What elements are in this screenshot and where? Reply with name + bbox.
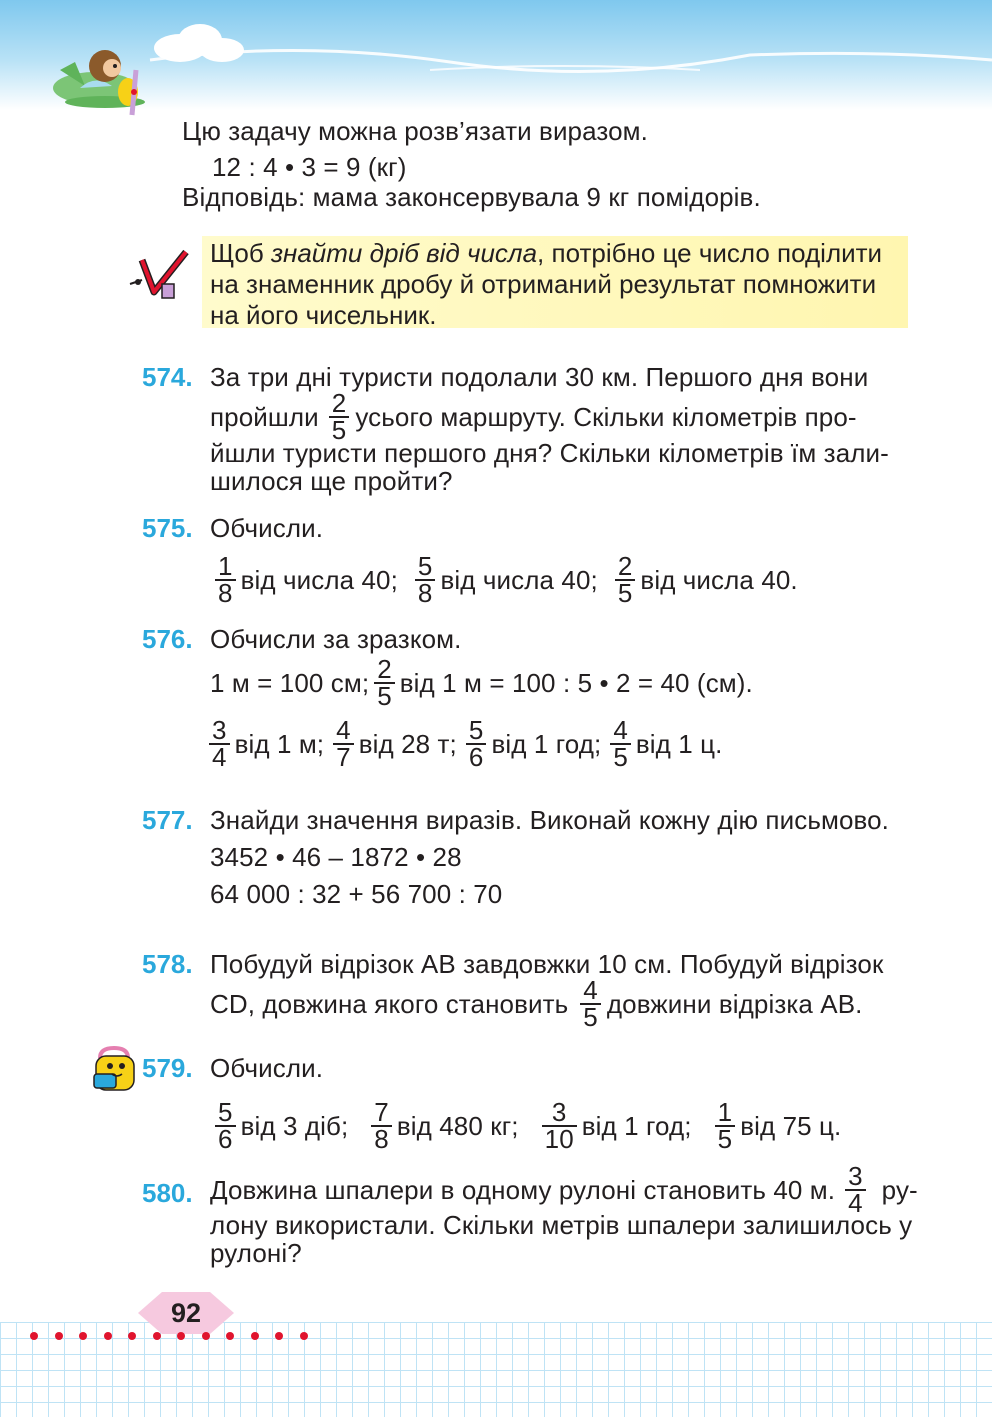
task-579-fraction bbox=[542, 1097, 577, 1154]
footer-dot bbox=[251, 1332, 259, 1340]
task-574-line4: шилося ще пройти? bbox=[210, 466, 453, 496]
task-580-line3: рулоні? bbox=[210, 1238, 302, 1268]
task-579-items bbox=[210, 1098, 841, 1154]
task-576-example bbox=[210, 655, 753, 711]
rule-line2: на знаменник дробу й отриманий результат помножити bbox=[210, 269, 877, 299]
task-574-line2a: пройшли bbox=[210, 402, 319, 432]
task-579-fraction bbox=[371, 1097, 392, 1154]
intro-expression: 12 : 4 • 3 = 9 (кг) bbox=[212, 152, 407, 182]
task-578-fraction bbox=[580, 975, 601, 1032]
task-576-item-text: від 1 м; bbox=[234, 729, 325, 759]
backpack-icon bbox=[88, 1044, 144, 1094]
intro-text: Цю задачу можна розв’язати виразом. bbox=[182, 116, 648, 146]
task-577-number: 577. bbox=[142, 805, 193, 835]
fraction-denominator: 6 bbox=[466, 743, 487, 770]
task-580-line1a: Довжина шпалери в одному рулоні становить 40 м. bbox=[210, 1175, 836, 1205]
task-576-example-a: 1 м = 100 см; bbox=[210, 668, 370, 698]
footer-dot bbox=[79, 1332, 87, 1340]
task-580-line2: лону використали. Скільки метрів шпалери залишилось у bbox=[210, 1210, 913, 1240]
task-576-item-text: від 1 год; bbox=[491, 729, 602, 759]
task-579-item-text: від 75 ц. bbox=[740, 1111, 842, 1141]
task-577-title: Знайди значення виразів. Виконай кожну дію письмово. bbox=[210, 805, 890, 835]
task-575-title: Обчисли. bbox=[210, 513, 324, 543]
fraction-numerator: 7 bbox=[374, 1097, 389, 1127]
footer-dot bbox=[153, 1332, 161, 1340]
fraction-denominator: 5 bbox=[615, 579, 636, 606]
page-number: 92 bbox=[170, 1298, 202, 1328]
task-579-item-text: від 1 год; bbox=[581, 1111, 692, 1141]
task-578-line2 bbox=[210, 976, 863, 1032]
task-580-line1b: ру- bbox=[881, 1175, 918, 1205]
checkmark-mascot-icon bbox=[128, 248, 190, 306]
task-577-expr1: 3452 • 46 – 1872 • 28 bbox=[210, 842, 462, 872]
fraction-numerator: 1 bbox=[717, 1097, 733, 1127]
task-579-fraction bbox=[715, 1097, 736, 1154]
task-578-line1: Побудуй відрізок AB завдовжки 10 см. Побудуй відрізок bbox=[210, 949, 884, 979]
fraction-denominator: 4 bbox=[845, 1189, 866, 1216]
task-579-item-text: від 480 кг; bbox=[396, 1111, 519, 1141]
task-580-number: 580. bbox=[142, 1178, 193, 1208]
task-576-fraction bbox=[333, 715, 354, 772]
fraction-numerator: 3 bbox=[848, 1161, 863, 1191]
rule-part2: , потрібно це число поділити bbox=[537, 238, 883, 268]
task-576-items bbox=[204, 716, 722, 772]
footer-dot bbox=[202, 1332, 210, 1340]
rule-part1: Щоб bbox=[210, 238, 271, 268]
page-number-badge bbox=[138, 1290, 234, 1336]
fraction-numerator: 2 bbox=[377, 654, 392, 684]
fraction-denominator: 5 bbox=[374, 682, 395, 709]
fraction-numerator: 5 bbox=[468, 715, 484, 745]
fraction-numerator: 2 bbox=[617, 551, 633, 581]
intro-answer: Відповідь: мама законсервувала 9 кг помідорів. bbox=[182, 182, 761, 212]
task-575-item-text: від числа 40; bbox=[240, 565, 398, 595]
fraction-numerator: 5 bbox=[417, 551, 433, 581]
task-576-example-b: від 1 м = 100 : 5 • 2 = 40 (см). bbox=[399, 668, 753, 698]
fraction-numerator: 4 bbox=[613, 715, 628, 745]
fraction-denominator: 7 bbox=[333, 743, 354, 770]
rule-emphasis: знайти дріб від числа bbox=[270, 238, 538, 268]
task-579-title: Обчисли. bbox=[210, 1053, 324, 1083]
fraction-denominator: 8 bbox=[371, 1125, 392, 1152]
task-575-item-text: від числа 40; bbox=[440, 565, 598, 595]
footer-dot bbox=[177, 1332, 185, 1340]
task-576-item-text: від 1 ц. bbox=[635, 729, 723, 759]
fraction-denominator: 5 bbox=[580, 1003, 601, 1030]
task-579-item-text: від 3 діб; bbox=[240, 1111, 349, 1141]
task-574-line1: За три дні туристи подолали 30 км. Першого дня вони bbox=[210, 362, 869, 392]
fraction-numerator: 4 bbox=[583, 975, 598, 1005]
fraction-numerator: 3 bbox=[551, 1097, 567, 1127]
fraction-numerator: 5 bbox=[218, 1097, 233, 1127]
task-578-line2b: довжини відрізка AB. bbox=[606, 989, 863, 1019]
header-illustration bbox=[0, 0, 992, 130]
task-574-number: 574. bbox=[142, 362, 193, 392]
footer-dot bbox=[128, 1332, 136, 1340]
fraction-denominator: 6 bbox=[215, 1125, 236, 1152]
task-576-item-text: від 28 т; bbox=[358, 729, 457, 759]
footer-dot bbox=[275, 1332, 283, 1340]
fraction-denominator: 8 bbox=[415, 579, 436, 606]
task-575-fraction bbox=[415, 551, 436, 608]
task-575-items bbox=[210, 552, 798, 608]
fraction-numerator: 3 bbox=[212, 715, 227, 745]
fraction-numerator: 2 bbox=[331, 388, 347, 418]
task-579-fraction bbox=[215, 1097, 236, 1154]
rule-line3: на його чисельник. bbox=[210, 300, 437, 330]
task-576-fraction bbox=[209, 715, 230, 772]
fraction-denominator: 5 bbox=[715, 1125, 736, 1152]
footer-dot bbox=[226, 1332, 234, 1340]
task-574-line3: йшли туристи першого дня? Скільки кілометрів їм зали- bbox=[210, 438, 889, 468]
task-578-line2a: CD, довжина якого становить bbox=[210, 989, 569, 1019]
rule-text bbox=[210, 238, 910, 331]
task-575-fraction bbox=[215, 551, 236, 608]
footer-dot bbox=[104, 1332, 112, 1340]
task-576-fraction bbox=[610, 715, 631, 772]
task-576-example-fraction bbox=[374, 654, 395, 711]
task-579-number: 579. bbox=[142, 1053, 193, 1083]
fraction-numerator: 1 bbox=[218, 551, 233, 581]
task-574-line2b: усього маршруту. Скільки кілометрів про- bbox=[355, 402, 857, 432]
fraction-denominator: 8 bbox=[215, 579, 236, 606]
footer-grid bbox=[0, 1322, 992, 1417]
fraction-denominator: 4 bbox=[209, 743, 230, 770]
task-578-number: 578. bbox=[142, 949, 193, 979]
task-576-fraction bbox=[466, 715, 487, 772]
task-575-fraction bbox=[615, 551, 636, 608]
task-577-expr2: 64 000 : 32 + 56 700 : 70 bbox=[210, 879, 503, 909]
task-576-title: Обчисли за зразком. bbox=[210, 624, 462, 654]
cloud-icon bbox=[154, 24, 244, 62]
footer-dot bbox=[30, 1332, 38, 1340]
fraction-denominator: 5 bbox=[610, 743, 631, 770]
fraction-denominator: 10 bbox=[542, 1125, 577, 1152]
fraction-denominator: 5 bbox=[329, 416, 350, 443]
fraction-numerator: 4 bbox=[336, 715, 351, 745]
footer-dot bbox=[55, 1332, 63, 1340]
footer-dot bbox=[300, 1332, 308, 1340]
task-575-number: 575. bbox=[142, 513, 193, 543]
task-576-number: 576. bbox=[142, 624, 193, 654]
hedgehog-airplane-icon bbox=[53, 50, 145, 115]
task-575-item-text: від числа 40. bbox=[640, 565, 798, 595]
